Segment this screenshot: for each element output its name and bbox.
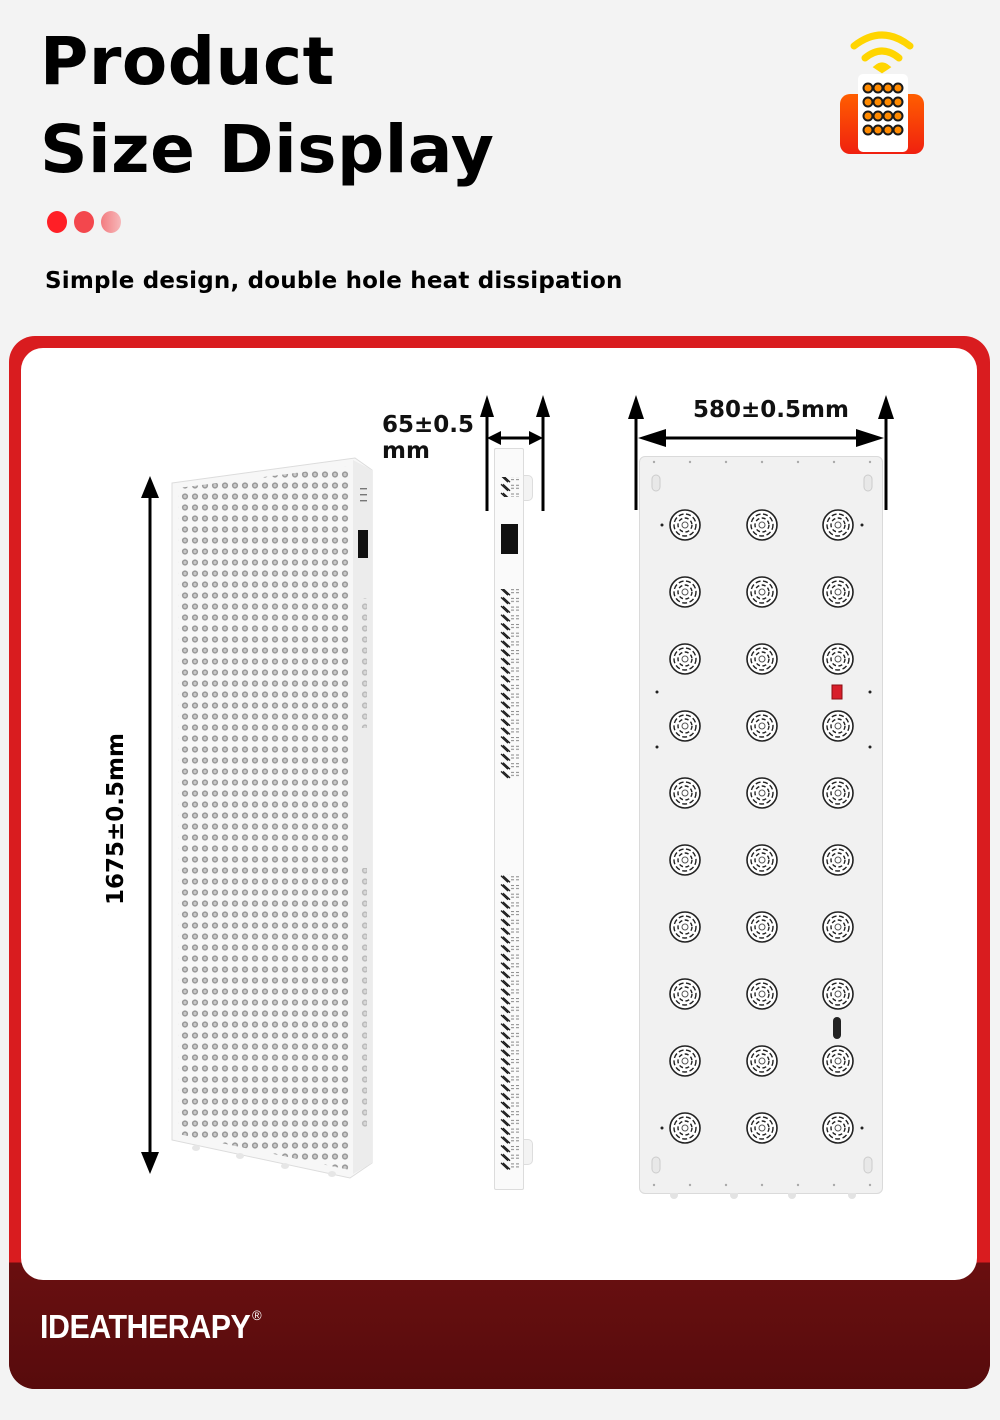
dot-2: [74, 211, 94, 233]
height-dimension-arrow: [138, 476, 162, 1176]
power-switch: [832, 685, 842, 699]
height-dimension-label: 1675±0.5mm: [103, 733, 129, 905]
power-inlet: [833, 1017, 841, 1039]
brand-name: IDEATHERAPY: [40, 1308, 251, 1345]
fan-grid: [670, 510, 853, 1143]
depth-unit: mm: [382, 438, 430, 464]
front-led-panel-view: [170, 458, 372, 1178]
depth-value: 65±0.5: [382, 412, 475, 438]
title-line-2: Size Display: [40, 111, 495, 188]
dot-3: [101, 211, 121, 233]
registered-mark: ®: [252, 1307, 262, 1323]
page-title: [40, 18, 494, 194]
side-knob-bottom: [523, 1139, 533, 1165]
side-knob-top: [523, 475, 533, 501]
width-dimension-label: 580±0.5mm: [693, 397, 849, 423]
side-profile-view: [494, 448, 524, 1190]
back-fan-panel-view: [639, 456, 883, 1194]
side-display-window: [358, 530, 368, 558]
display-window: [501, 524, 518, 554]
wireless-led-panel-icon: [838, 22, 926, 156]
title-line-1: Product: [40, 23, 335, 100]
brand-logo: [40, 1308, 261, 1346]
decorative-dots: [47, 211, 121, 233]
depth-dimension-label: [382, 412, 474, 464]
dot-1: [47, 211, 67, 233]
subtitle: Simple design, double hole heat dissipation: [45, 268, 623, 294]
wifi-icon: [854, 35, 910, 71]
